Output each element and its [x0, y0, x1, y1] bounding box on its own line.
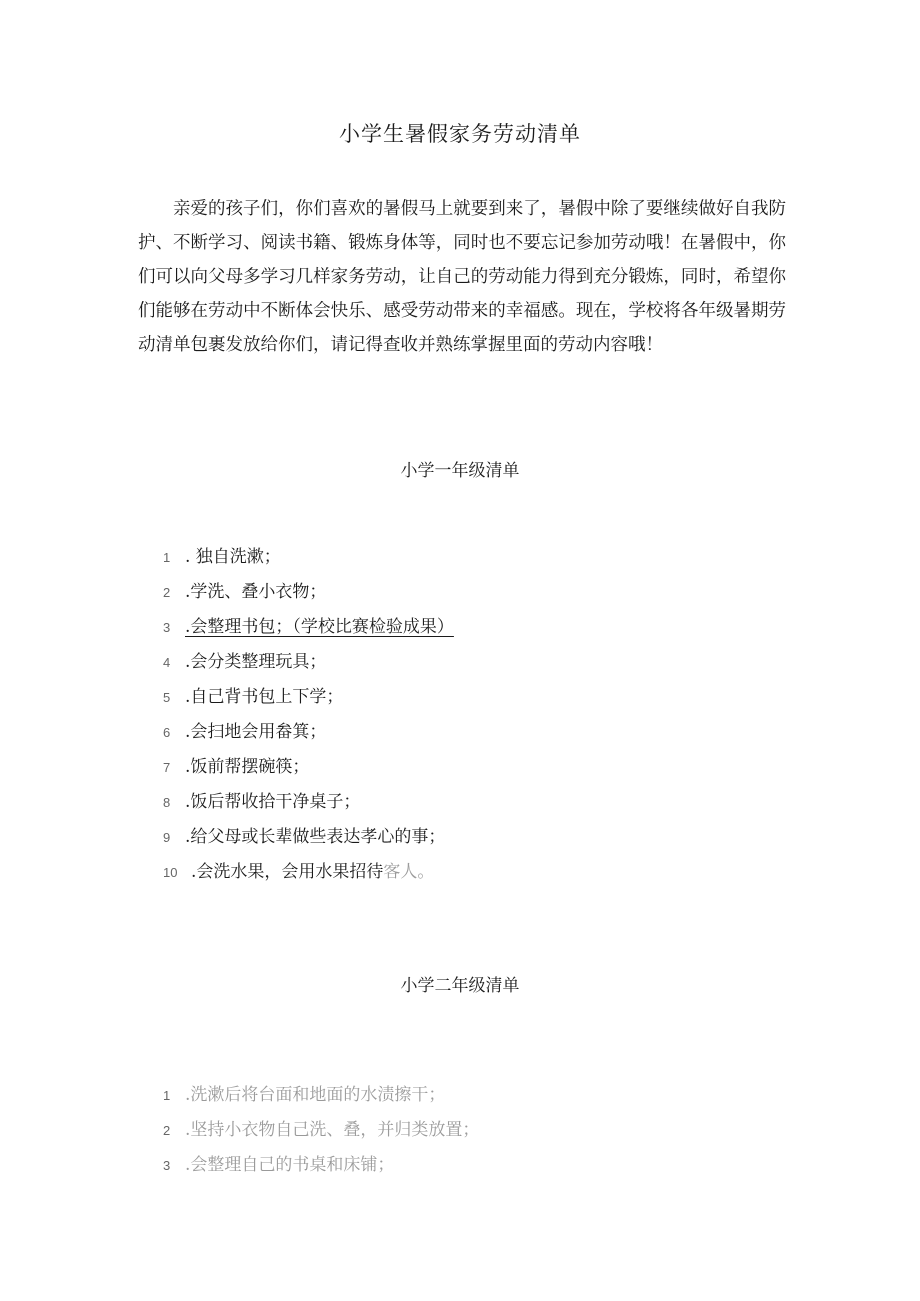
item-text: .饭前帮摆碗筷；	[185, 757, 310, 777]
list-item	[163, 824, 454, 859]
list-item	[163, 789, 454, 824]
item-text: .学洗、叠小衣物；	[185, 582, 327, 602]
list-item	[163, 1152, 479, 1187]
item-number: 2	[163, 1123, 171, 1138]
list-item	[163, 579, 454, 614]
item-text: .洗漱后将台面和地面的水渍擦干；	[185, 1085, 446, 1105]
item-text: .会分类整理玩具；	[185, 652, 327, 672]
item-number: 1	[163, 1088, 171, 1103]
item-text: .会扫地会用畚箕；	[185, 722, 327, 742]
item-number: 1	[163, 550, 171, 565]
grade1-task-list	[163, 544, 454, 894]
list-item	[163, 684, 454, 719]
item-text: .会整理书包；（学校比赛检验成果）	[185, 617, 454, 637]
item-number: 5	[163, 690, 171, 705]
item-text: .给父母或长辈做些表达孝心的事；	[185, 827, 446, 847]
item-number: 4	[163, 655, 171, 670]
list-item	[163, 1082, 479, 1117]
item-number: 6	[163, 725, 171, 740]
item-text: .自己背书包上下学；	[185, 687, 344, 707]
document-title: 小学生暑假家务劳动清单	[339, 122, 581, 146]
item-text: .坚持小衣物自己洗、叠，并归类放置；	[185, 1120, 480, 1140]
grade2-section-title: 小学二年级清单	[400, 976, 520, 996]
item-number: 10	[163, 865, 178, 880]
grade1-section-title: 小学一年级清单	[400, 461, 520, 481]
item-number: 3	[163, 1158, 171, 1173]
item-text-tail: 客人。	[383, 862, 435, 882]
item-text: .会洗水果，会用水果招待	[191, 862, 384, 882]
intro-paragraph: 亲爱的孩子们，你们喜欢的暑假马上就要到来了，暑假中除了要继续做好自我防护、不断学习、阅读书籍、锻炼身体等，同时也不要忘记参加劳动哦！在暑假中，你们可以向父母多学习几样家务劳动，让自己的劳动能力得到充分锻炼，同时，希望你们能够在劳动中不断体会快乐、感受劳动带来的幸福感。现在，学校将各年级暑期劳动清单包裹发放给你们，请记得查收并熟练掌握里面的劳动内容哦！	[138, 199, 786, 355]
grade2-task-list	[163, 1082, 479, 1187]
list-item	[163, 859, 454, 894]
item-number: 7	[163, 760, 171, 775]
list-item	[163, 754, 454, 789]
item-text: .饭后帮收拾干净桌子；	[185, 792, 361, 812]
item-text: .会整理自己的书桌和床铺；	[185, 1155, 395, 1175]
item-number: 9	[163, 830, 171, 845]
item-text: . 独自洗漱；	[185, 547, 281, 567]
list-item	[163, 614, 454, 649]
list-item	[163, 544, 454, 579]
list-item	[163, 719, 454, 754]
item-number: 8	[163, 795, 171, 810]
item-number: 2	[163, 585, 171, 600]
item-number: 3	[163, 620, 171, 635]
list-item	[163, 1117, 479, 1152]
list-item	[163, 649, 454, 684]
